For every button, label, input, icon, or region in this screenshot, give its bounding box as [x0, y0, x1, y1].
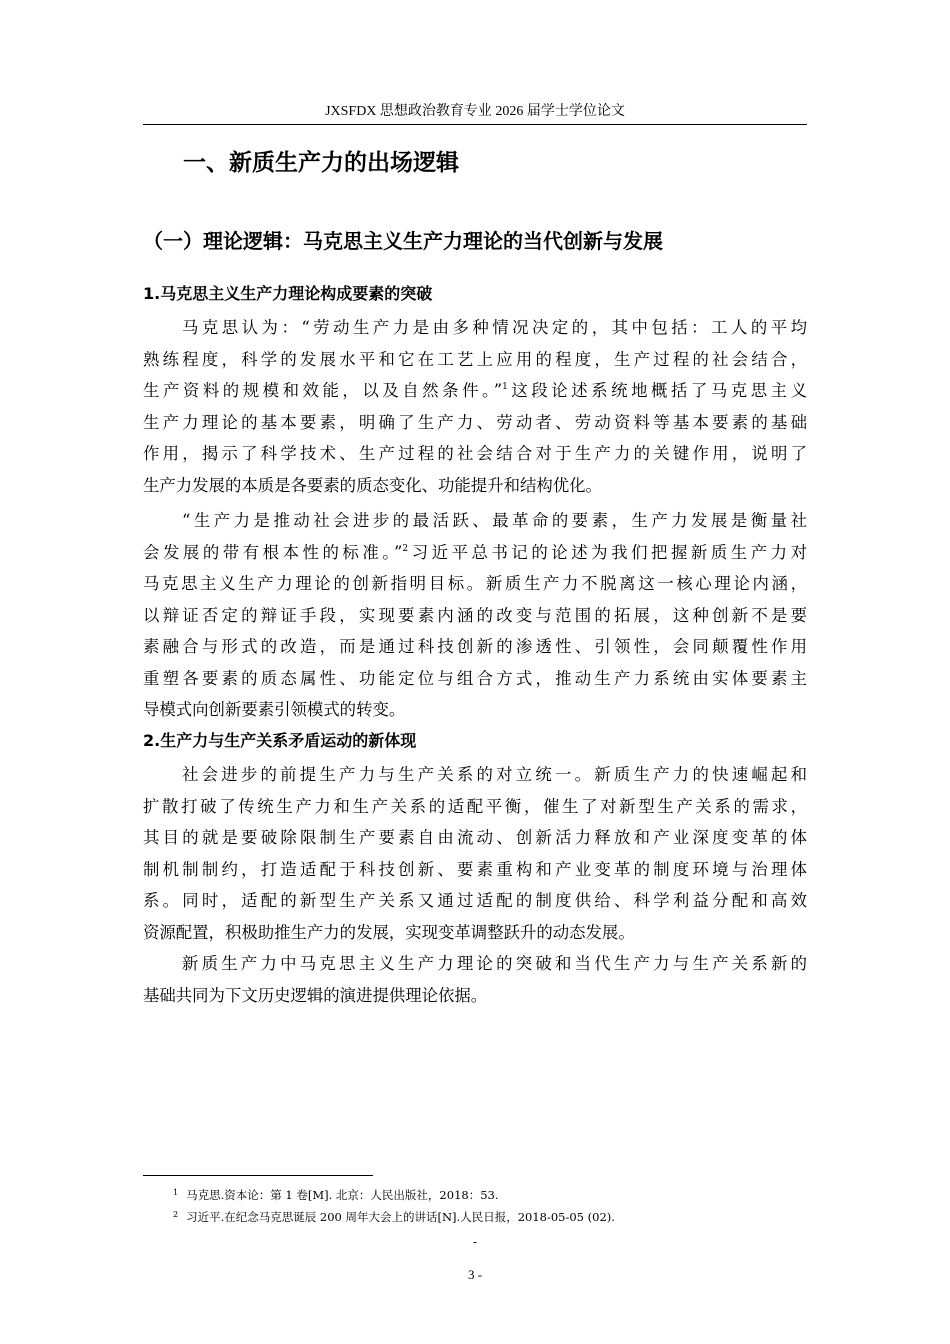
text-line: 基础共同为下文历史逻辑的演进提供理论依据。 — [143, 985, 488, 1005]
footnote-ref-1[interactable]: 1 — [502, 382, 508, 392]
text-run: 习近平总书记的论述为我们把握新质生产力对 — [408, 542, 807, 562]
text-line: 生产力发展的本质是各要素的质态变化、功能提升和结构优化。 — [143, 475, 602, 495]
text-line: 新质生产力中马克思主义生产力理论的突破和当代生产力与生产关系新的 — [182, 954, 807, 973]
text-line: 系。同时，适配的新型生产关系又通过适配的制度供给、科学利益分配和高效 — [143, 891, 807, 910]
subsection-heading-2: 2.生产力与生产关系矛盾运动的新体现 — [143, 731, 417, 750]
text-line — [143, 375, 807, 407]
footnote-rule — [143, 1175, 373, 1176]
text-line: 作用，揭示了科学技术、生产过程的社会结合对于生产力的关键作用，说明了 — [143, 444, 807, 463]
text-line: 其目的就是要破除限制生产要素自由流动、创新活力释放和产业深度变革的体 — [143, 828, 807, 847]
text-line: 马克思主义生产力理论的创新指明目标。新质生产力不脱离这一核心理论内涵， — [143, 574, 807, 593]
footnote-1 — [173, 1183, 615, 1205]
text-line: 导模式向创新要素引领模式的转变。 — [143, 700, 406, 719]
running-header: JXSFDX 思想政治教育专业 2026 届学士学位论文 — [325, 104, 625, 119]
footnote-mark: 2 — [173, 1210, 179, 1219]
text-line: “生产力是推动社会进步的最活跃、最革命的要素，生产力发展是衡量社 — [182, 511, 807, 530]
text-line: 以辩证否定的辩证手段，实现要素内涵的改变与范围的拓展，这种创新不是要 — [143, 605, 807, 625]
text-line: 社会进步的前提生产力与生产关系的对立统一。新质生产力的快速崛起和 — [182, 765, 807, 784]
text-line: 扩散打破了传统生产力和生产关系的适配平衡，催生了对新型生产关系的需求， — [143, 796, 807, 816]
header-rule — [143, 124, 807, 125]
footnote-mark: 1 — [173, 1188, 179, 1197]
text-line — [143, 537, 807, 569]
text-line: 生产力理论的基本要素，明确了生产力、劳动者、劳动资料等基本要素的基础 — [143, 412, 807, 432]
subsection-heading-1: 1.马克思主义生产力理论构成要素的突破 — [143, 284, 433, 303]
footnote-text: 马克思.资本论：第 1 卷[M]. 北京：人民出版社，2018：53. — [186, 1188, 499, 1202]
footnote-2 — [173, 1205, 615, 1227]
text-line: 资源配置，积极助推生产力的发展，实现变革调整跃升的动态发展。 — [143, 922, 635, 942]
text-run: 生产资料的规模和效能，以及自然条件。” — [143, 381, 503, 400]
text-line: 马克思认为：“劳动生产力是由多种情况决定的，其中包括：工人的平均 — [182, 318, 807, 337]
text-run: 会发展的带有根本性的标准。” — [143, 542, 403, 562]
text-line: 熟练程度，科学的发展水平和它在工艺上应用的程度，生产过程的社会结合， — [143, 349, 807, 369]
text-run: 这段论述系统地概括了马克思主义 — [507, 381, 808, 400]
footnotes — [173, 1183, 615, 1227]
page-dash: - — [472, 1235, 478, 1249]
footnote-text: 习近平.在纪念马克思诞辰 200 周年大会上的讲话[N].人民日报，2018-05-05 (02). — [186, 1210, 615, 1224]
footnote-ref-2[interactable]: 2 — [402, 543, 409, 554]
paragraph-1 — [143, 312, 807, 501]
text-line: 制机制制约，打造适配于科技创新、要素重构和产业变革的制度环境与治理体 — [143, 859, 807, 879]
paragraph-2 — [143, 505, 807, 726]
paragraph-3 — [143, 759, 807, 1011]
text-line: 素融合与形式的改造，而是通过科技创新的渗透性、引领性，会同颠覆性作用 — [143, 637, 807, 656]
page-number: 3 - — [467, 1267, 483, 1282]
section-heading: （一）理论逻辑：马克思主义生产力理论的当代创新与发展 — [143, 229, 663, 253]
chapter-heading: 一、新质生产力的出场逻辑 — [183, 150, 459, 176]
text-line: 重塑各要素的质态属性、功能定位与组合方式，推动生产力系统由实体要素主 — [143, 668, 807, 688]
